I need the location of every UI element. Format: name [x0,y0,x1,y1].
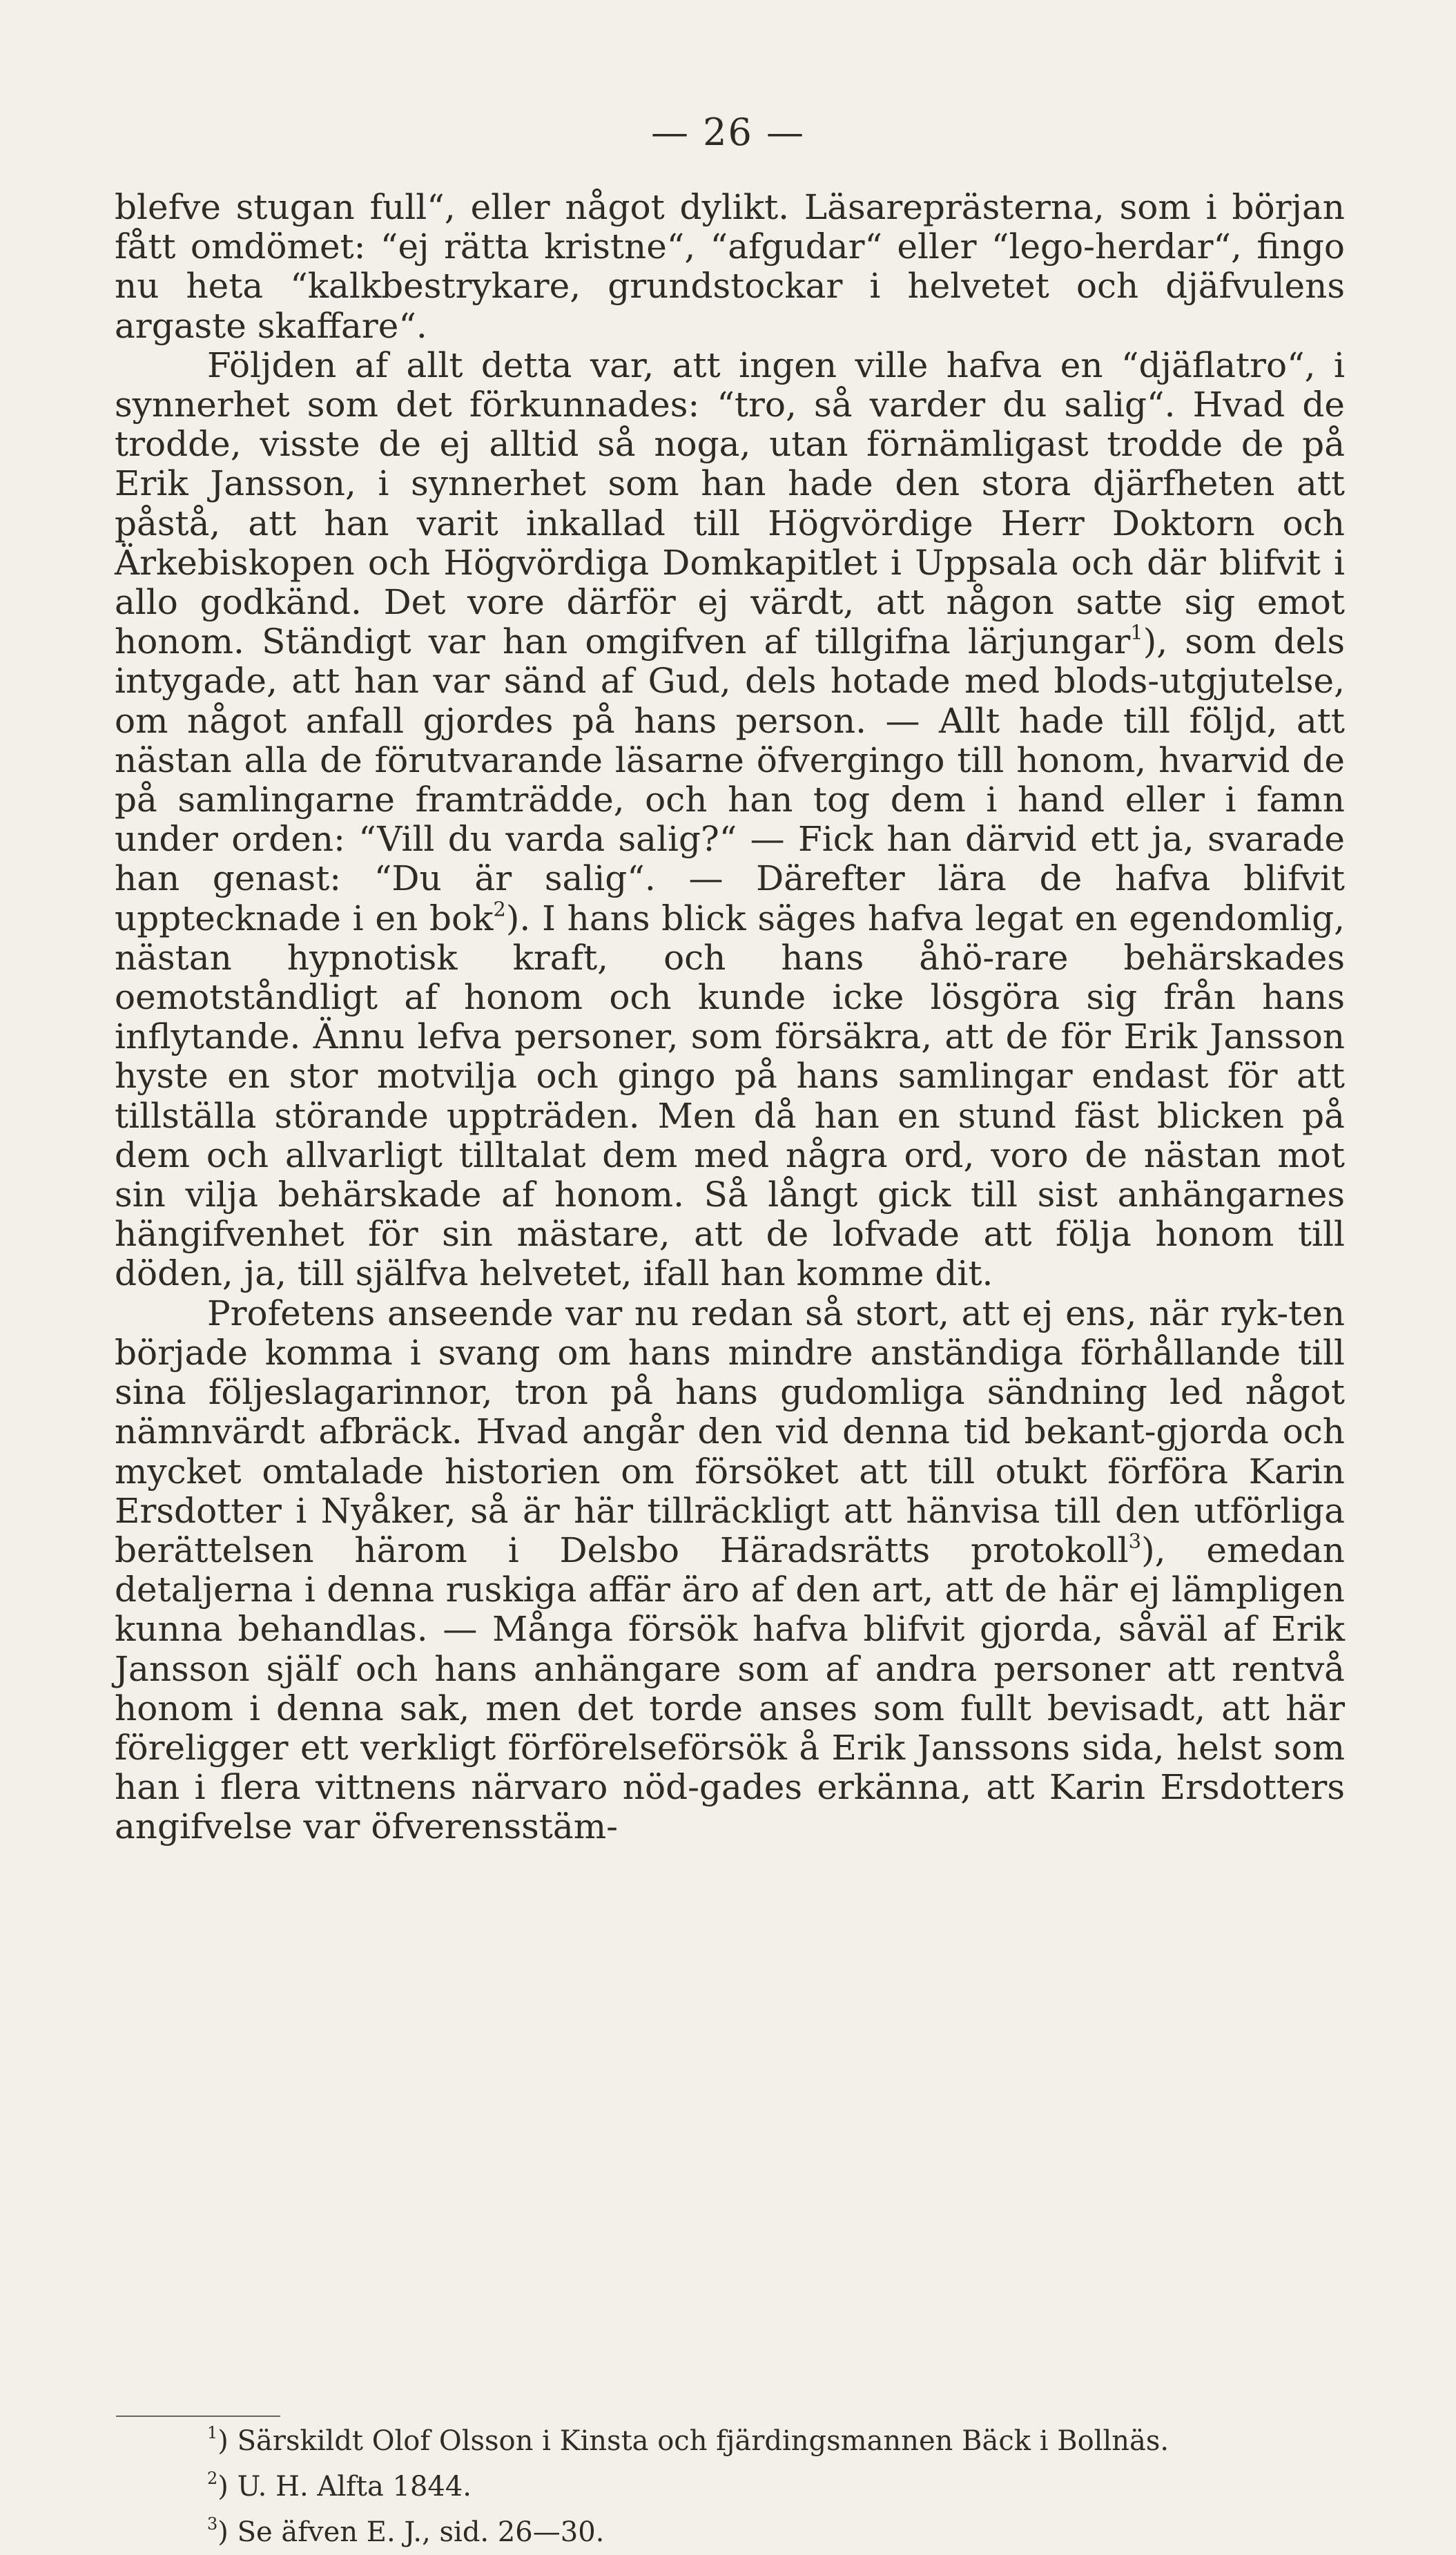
paragraph-2-part-b: ), som dels intygade, att han var sänd af Gud, dels hotade med blods-utgjutelse, om något anfall gjordes på hans person. — Allt hade till följd, att nästan alla de förutvarande läsarne öfvergingo till honom, hvarvid de på samlingarne framträdde, och han tog dem i hand eller i famn under orden: “Vill du varda salig?“ — Fick han därvid ett ja, svarade han genast: “Du är salig“. — Därefter lära de hafva blifvit upptecknade i en bok [115,621,1345,938]
footnote-ref-3: 3 [1128,1529,1142,1553]
footnote-text: ) U. H. Alfta 1844. [217,2471,472,2503]
footnote-mark: 3 [207,2514,218,2534]
footnote-mark: 2 [207,2469,218,2489]
footnote-ref-1: 1 [1130,620,1143,644]
paragraph-2-part-c: ). I hans blick säges hafva legat en egendomlig, nästan hypnotisk kraft, och hans åhö-rare behärskades oemotståndligt af honom och kunde icke lösgöra sig från hans inflytande. Ännu lefva personer, som försäkra, att de för Erik Jansson hyste en stor motvilja och gingo på hans samlingar endast för att tillställa störande uppträden. Men då han en stund fäst blicken på dem och allvarligt tilltalat dem med några ord, voro de nästan mot sin vilja behärskade af honom. Så långt gick till sist anhängarnes hängifvenhet för sin mästare, att de lofvade att följa honom till döden, ja, till själfva helvetet, ifall han komme dit. [115,898,1345,1294]
paragraph-3-part-a: Profetens anseende var nu redan så stort, att ej ens, när ryk-ten började komma i svang om hans mindre anständiga förhållande till sina följeslagarinnor, tron på hans gudomliga sändning led något nämnvärdt afbräck. Hvad angår den vid denna tid bekant-gjorda och mycket omtalade historien om försöket att till otukt förföra Karin Ersdotter i Nyåker, så är här tillräckligt att hänvisa till den utförliga berättelsen härom i Delsbo Häradsrätts protokoll [115,1293,1345,1570]
page-number: — 26 — [650,110,806,154]
paragraph-3-part-b: ), emedan detaljerna i denna ruskiga affär äro af den art, att de här ej lämpligen kunna behandlas. — Många försök hafva blifvit gjorda, såväl af Erik Jansson själf och hans anhängare som af andra personer att rentvå honom i denna sak, men det torde anses som fullt bevisadt, att här föreligger ett verkligt förförelseförsök å Erik Janssons sida, helst som han i flera vittnens närvaro nöd-gades erkänna, att Karin Ersdotters angifvelse var öfverensstäm- [115,1530,1345,1847]
footnote-text: ) Särskildt Olof Olsson i Kinsta och fjärdingsmannen Bäck i Bollnäs. [217,2425,1169,2457]
footnote-ref-2: 2 [493,897,506,921]
footnote-mark: 1 [207,2423,218,2443]
footnote-text: ) Se äfven E. J., sid. 26—30. [217,2516,605,2548]
paragraph-3 [115,1294,1345,1847]
footnote-2 [207,2464,1346,2509]
paragraph-2 [115,346,1345,1294]
footnote-3 [207,2509,1346,2555]
paragraph-1: blefve stugan full“, eller något dylikt. Läsareprästerna, som i början fått omdömet: “ej rätta kristne“, “afgudar“ eller “lego-herdar“, fingo nu heta “kalkbestrykare, grundstockar i helvetet och djäfvulens argaste skaffare“. [115,187,1345,346]
footnote-divider [116,2416,280,2417]
footnote-1 [207,2418,1346,2464]
body-text [115,188,1345,1847]
paragraph-2-part-a: Följden af allt detta var, att ingen ville hafva en “djäflatro“, i synnerhet som det förkunnades: “tro, så varder du salig“. Hvad de trodde, visste de ej alltid så noga, utan förnämligast trodde de på Erik Jansson, i synnerhet som han hade den stora djärfheten att påstå, att han varit inkallad till Högvördige Herr Doktorn och Ärkebiskopen och Högvördiga Domkapitlet i Uppsala och där blifvit i allo godkänd. Det vore därför ej värdt, att någon satte sig emot honom. Ständigt var han omgifven af tillgifna lärjungar [115,345,1345,662]
footnotes [207,2418,1346,2555]
